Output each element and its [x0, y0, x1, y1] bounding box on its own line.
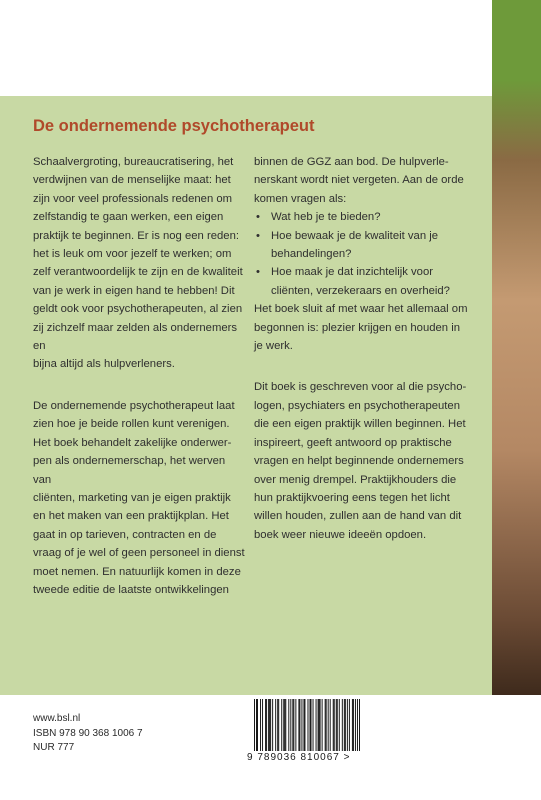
- barcode-bar: [359, 699, 360, 751]
- barcode-bar: [288, 699, 289, 751]
- barcode-bar: [254, 699, 255, 751]
- barcode-bar: [298, 699, 299, 751]
- barcode-bar: [278, 699, 279, 751]
- barcode-bar: [352, 699, 353, 751]
- barcode-bar: [328, 699, 329, 751]
- barcode-bar: [292, 699, 293, 751]
- left-paragraph-2: De ondernemende psychotherapeut laat zien hoe je beide rollen kunt verenigen. Het boek behandelt zakelijke onderwer- pen als ondernemerschap, het werven van cliënten, marketing van je eigen praktijk en het maken van een praktijkplan. Het gaat in op tarieven, contracten en de vraag of je wel of geen personeel in dienst moet nemen. En natuurlijk komen in deze tweede editie de laatste ontwikkelingen: [33, 399, 245, 596]
- barcode-bar: [268, 699, 269, 751]
- barcode-bar: [285, 699, 286, 751]
- barcode-bar: [257, 699, 258, 751]
- barcode-bar: [330, 699, 331, 751]
- left-column: [33, 153, 245, 599]
- barcode-bar: [339, 699, 340, 751]
- question-item: • Hoe maak je dat inzichtelijk voor cliënten, verzekeraars en overheid?: [254, 263, 476, 300]
- barcode-bar: [281, 699, 282, 751]
- isbn-text: ISBN 978 90 368 1006 7: [33, 727, 143, 739]
- barcode-bar: [318, 699, 319, 751]
- question-item: • Wat heb je te bieden?: [254, 208, 476, 226]
- barcode-bar: [308, 699, 309, 751]
- barcode-bar: [347, 699, 348, 751]
- barcode-bar: [357, 699, 358, 751]
- barcode-bar: [345, 699, 346, 751]
- barcode-bar: [256, 699, 257, 751]
- barcode-bar: [290, 699, 291, 751]
- barcode-bar: [275, 699, 276, 751]
- barcode-bar: [272, 699, 273, 751]
- barcode-bar: [266, 699, 267, 751]
- barcode-bar: [295, 699, 296, 751]
- barcode-bar: [353, 699, 354, 751]
- top-white-band: [0, 0, 492, 96]
- barcode-bar: [277, 699, 278, 751]
- barcode-number: 9 789036 810067 >: [247, 752, 351, 763]
- barcode-bar: [320, 699, 321, 751]
- barcode-bar: [349, 699, 350, 751]
- right-paragraph-2: Dit boek is geschreven voor al die psycho- logen, psychiaters en psychotherapeuten die een eigen praktijk willen beginnen. Het inspireert, geeft antwoord op praktische vragen en helpt beginnende ondernemers over menig drempel. Praktijkhouders die hun praktijkvoering eens tegen het licht willen houden, zullen aan de hand van dit boek weer nieuwe ideeën opdoen.: [254, 381, 467, 541]
- barcode-bar: [311, 699, 312, 751]
- barcode-bar: [262, 699, 263, 751]
- right-paragraph-1-end: Het boek sluit af met waar het allemaal om begonnen is: plezier krijgen en houden in je werk.: [254, 303, 468, 353]
- barcode-bar: [310, 699, 311, 751]
- paragraph-gap: [254, 355, 476, 378]
- barcode-bar: [322, 699, 323, 751]
- barcode-bar: [284, 699, 285, 751]
- barcode-bar: [336, 699, 337, 751]
- barcode-bar: [303, 699, 304, 751]
- question-item: • Hoe bewaak je de kwaliteit van je behandelingen?: [254, 227, 476, 264]
- cover-photo-strip: [492, 0, 541, 695]
- right-column: [254, 153, 476, 544]
- barcode-bar: [342, 699, 343, 751]
- barcode-bar: [337, 699, 338, 751]
- nur-code: NUR 777: [33, 742, 75, 753]
- barcode-bar: [265, 699, 266, 751]
- question-list: [254, 208, 476, 300]
- publisher-website: www.bsl.nl: [33, 713, 81, 724]
- colophon: [33, 712, 143, 756]
- book-title: De ondernemende psychotherapeut: [33, 117, 315, 135]
- barcode-bar: [299, 699, 300, 751]
- barcode-bar: [313, 699, 314, 751]
- barcode-bar: [355, 699, 356, 751]
- barcode-bar: [260, 699, 261, 751]
- barcode-bar: [270, 699, 271, 751]
- barcode-bar: [301, 699, 302, 751]
- paragraph-gap: [33, 374, 245, 397]
- barcode-graphic: [254, 699, 360, 751]
- right-paragraph-1-intro: binnen de GGZ aan bod. De hulpverle- nerskant wordt niet vergeten. Aan de orde komen vragen als:: [254, 156, 464, 205]
- barcode-bar: [326, 699, 327, 751]
- barcode-bar: [333, 699, 334, 751]
- barcode-bar: [319, 699, 320, 751]
- barcode-bar: [283, 699, 284, 751]
- barcode-bar: [316, 699, 317, 751]
- barcode-bar: [325, 699, 326, 751]
- barcode-bar: [269, 699, 270, 751]
- barcode-bar: [293, 699, 294, 751]
- barcode-bar: [304, 699, 305, 751]
- barcode-bar: [344, 699, 345, 751]
- barcode-bar: [334, 699, 335, 751]
- left-paragraph-1: Schaalvergroting, bureaucratisering, het verdwijnen van de menselijke maat: het zijn voor veel professionals redenen om zelfstandig te gaan werken, een eigen praktijk te beginnen. Er is nog een reden: het is leuk om voor jezelf te werken; om zelf verantwoordelijk te zijn en de kwaliteit van je werk in eigen hand te hebben! Dit geldt ook voor psychotherapeuten, al zien zij zichzelf maar zelden als ondernemers en bijna altijd als hulpverleners.: [33, 156, 243, 371]
